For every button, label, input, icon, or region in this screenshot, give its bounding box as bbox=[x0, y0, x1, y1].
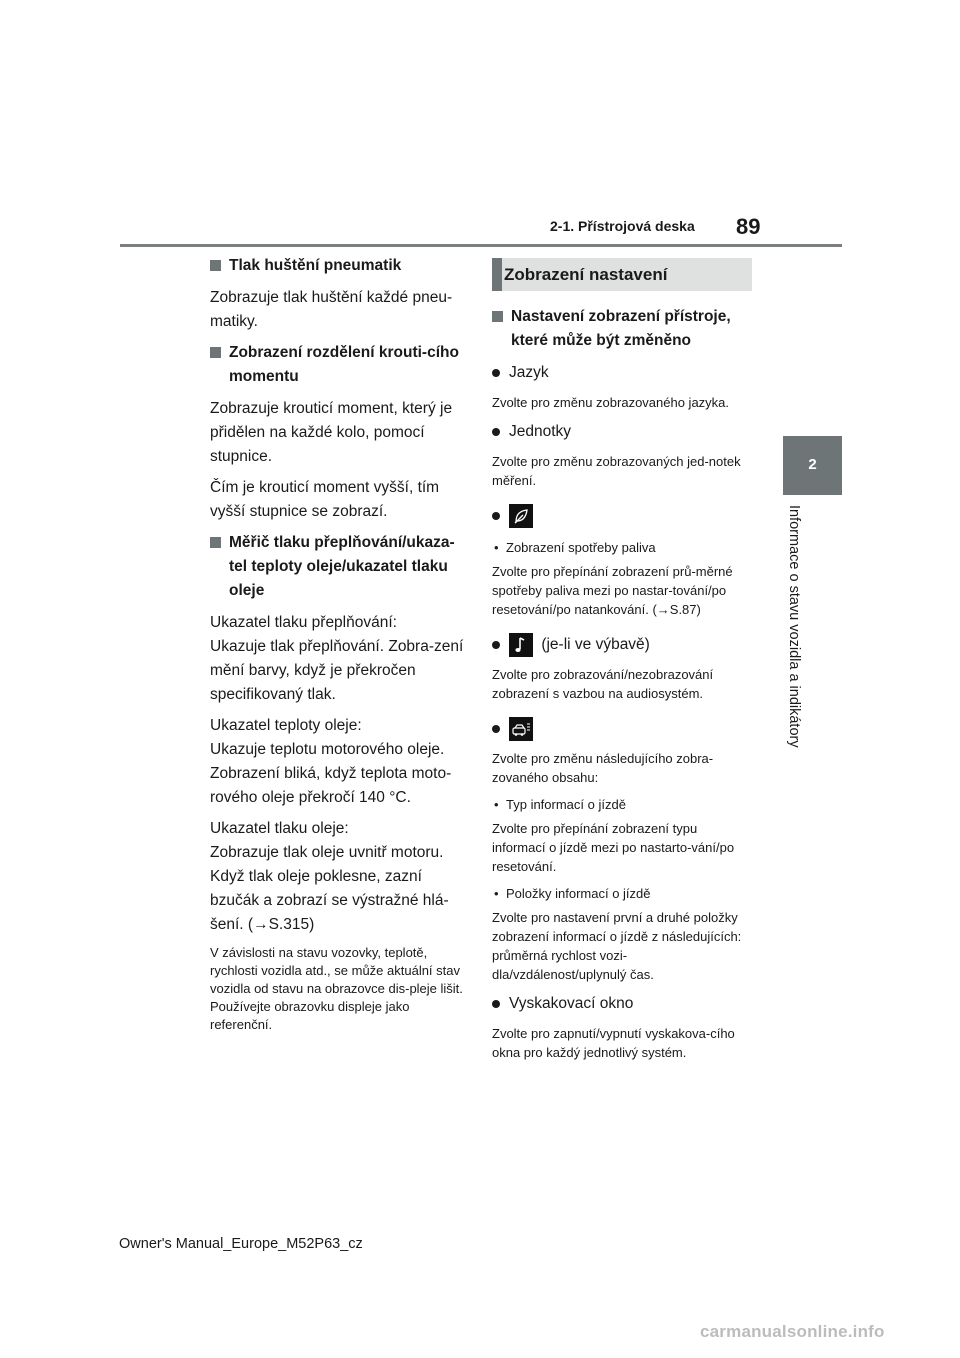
square-bullet-icon bbox=[210, 260, 221, 271]
heading-boost-oil-gauge bbox=[210, 531, 468, 603]
sub-bullet-mark: • bbox=[494, 797, 499, 813]
bullet-units bbox=[492, 420, 752, 444]
heading-tire-pressure bbox=[210, 254, 468, 278]
sub-text: Položky informací o jízdě bbox=[506, 886, 651, 902]
bullet-dot-icon bbox=[492, 641, 500, 649]
bullet-dot-icon bbox=[492, 725, 500, 733]
heading-text: Měřič tlaku přeplňování/ukaza-tel teploty oleje/ukazatel tlaku oleje bbox=[229, 534, 455, 599]
left-column bbox=[210, 254, 468, 1034]
paragraph: Zobrazuje krouticí moment, který je přidělen na každé kolo, pomocí stupnice. bbox=[210, 400, 453, 465]
bullet-text: Jednotky bbox=[509, 423, 572, 440]
chapter-number: 2 bbox=[808, 456, 817, 473]
bullet-fuel bbox=[492, 504, 752, 528]
note: V závislosti na stavu vozovky, teplotě, rychlosti vozidla atd., se může aktuální stav vozidla od stavu na obrazovce dis-pleje lišit. bbox=[210, 945, 463, 996]
bullet-dot-icon bbox=[492, 428, 500, 436]
sub-item bbox=[492, 795, 752, 814]
heading-text: Tlak huštění pneumatik bbox=[229, 257, 402, 274]
note: Používejte obrazovku displeje jako referenční. bbox=[210, 999, 410, 1032]
description: Zvolte pro změnu zobrazovaných jed-notek měření. bbox=[492, 454, 741, 488]
header-rule bbox=[120, 244, 842, 247]
page-number: 89 bbox=[736, 214, 761, 239]
heading-settings bbox=[492, 305, 752, 353]
description: Zvolte pro zapnutí/vypnutí vyskakova-cího okna pro každý jednotlivý systém. bbox=[492, 1026, 735, 1061]
heading-text: Zobrazení rozdělení krouti-cího momentu bbox=[229, 344, 459, 385]
bullet-dot-icon bbox=[492, 1000, 500, 1008]
bullet-language bbox=[492, 361, 752, 385]
footer-text: Owner's Manual_Europe_M52P63_cz bbox=[119, 1236, 363, 1252]
description: Zvolte pro přepínání zobrazení typu informací o jízdě mezi po nastarto-vání/po resetování. bbox=[492, 821, 735, 875]
bullet-text: Jazyk bbox=[509, 364, 549, 381]
section-title: Zobrazení nastavení bbox=[504, 265, 668, 284]
text: Ukazatel tlaku oleje: bbox=[210, 820, 349, 837]
description: Zvolte pro přepínání zobrazení prů-měrné spotřeby paliva mezi po nastar-tování/po resetování/po natankování. (→S.87) bbox=[492, 564, 733, 618]
sub-text: Zobrazení spotřeby paliva bbox=[506, 540, 656, 556]
text: Ukazatel tlaku přeplňování: bbox=[210, 614, 397, 631]
heading-torque-distribution bbox=[210, 341, 468, 389]
header-section-title: 2-1. Přístrojová deska bbox=[550, 218, 695, 234]
text: Ukazuje tlak přeplňování. Zobra-zení mění barvy, když je překročen specifikovaný tlak. bbox=[210, 638, 464, 703]
chapter-label-text: Informace o stavu vozidla a indikátory bbox=[786, 505, 802, 748]
watermark: carmanualsonline.info bbox=[700, 1322, 885, 1341]
paragraph: Zobrazuje tlak huštění každé pneu-matiky. bbox=[210, 289, 453, 330]
music-note-icon bbox=[509, 633, 533, 657]
chapter-label bbox=[782, 505, 806, 765]
bullet-dot-icon bbox=[492, 369, 500, 377]
text: Ukazuje teplotu motorového oleje. Zobrazení bliká, když teplota moto-rového oleje překročí 140 °C. bbox=[210, 741, 452, 806]
square-bullet-icon bbox=[492, 311, 503, 322]
description: Zvolte pro změnu zobrazovaného jazyka. bbox=[492, 395, 730, 410]
square-bullet-icon bbox=[210, 537, 221, 548]
sub-text: Typ informací o jízdě bbox=[506, 797, 626, 813]
chapter-tab[interactable] bbox=[783, 436, 842, 495]
sub-bullet-mark: • bbox=[494, 540, 499, 556]
bullet-text: (je-li ve výbavě) bbox=[541, 636, 650, 654]
bullet-trip bbox=[492, 717, 752, 741]
bullet-popup bbox=[492, 992, 752, 1016]
text: Ukazatel teploty oleje: bbox=[210, 717, 362, 734]
description: Zvolte pro zobrazování/nezobrazování zobrazení s vazbou na audiosystém. bbox=[492, 667, 714, 702]
heading-text: Nastavení zobrazení přístroje, které může být změněno bbox=[511, 308, 731, 349]
text: Zobrazuje tlak oleje uvnitř motoru. Když tlak oleje poklesne, zazní bzučák a zobrazí se výstražné hlá-šení. (→S.315) bbox=[210, 844, 449, 933]
section-title-box bbox=[492, 258, 752, 291]
description: Zvolte pro nastavení první a druhé položky zobrazení informací o jízdě z následujících: průměrná rychlost vozi-dla/vzdálenost/uplynulý čas. bbox=[492, 910, 742, 983]
paragraph-oil-pressure bbox=[210, 817, 468, 937]
square-bullet-icon bbox=[210, 347, 221, 358]
paragraph-boost bbox=[210, 611, 468, 707]
sub-bullet-mark: • bbox=[494, 886, 499, 902]
paragraph: Čím je krouticí moment vyšší, tím vyšší stupnice se zobrazí. bbox=[210, 479, 440, 520]
leaf-icon bbox=[509, 504, 533, 528]
bullet-text: Vyskakovací okno bbox=[509, 995, 634, 1013]
description: Zvolte pro změnu následujícího zobra-zovaného obsahu: bbox=[492, 751, 714, 786]
sub-item bbox=[492, 884, 752, 903]
right-column bbox=[492, 258, 752, 1070]
bullet-dot-icon bbox=[492, 512, 500, 520]
sub-item bbox=[492, 538, 752, 557]
bullet-audio bbox=[492, 633, 752, 657]
paragraph-oil-temp bbox=[210, 714, 468, 810]
trip-info-icon bbox=[509, 717, 533, 741]
